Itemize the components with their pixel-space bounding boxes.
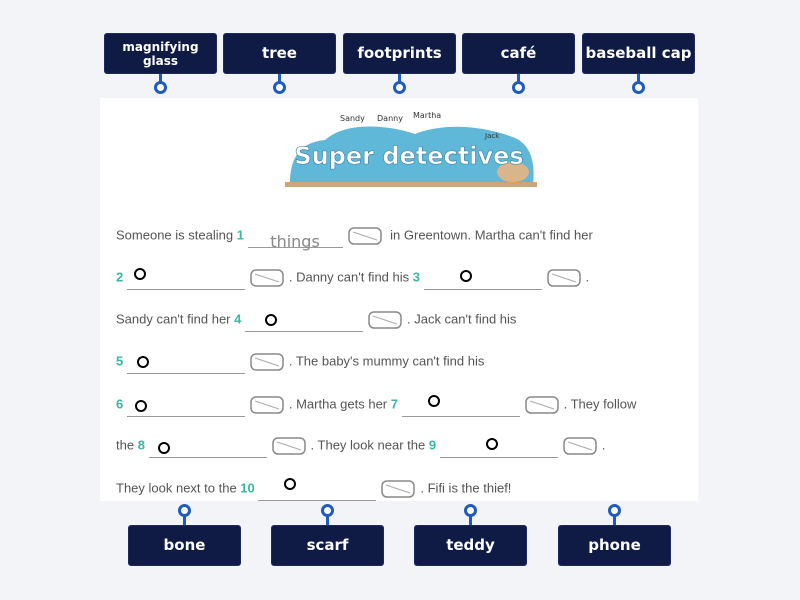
example-answer: things (270, 232, 320, 251)
drag-handle[interactable] (393, 81, 406, 94)
drag-handle[interactable] (273, 81, 286, 94)
svg-text:Martha: Martha (413, 112, 442, 120)
super-detectives-banner (285, 112, 537, 188)
clipart-icon (247, 266, 287, 290)
answer-tile[interactable] (223, 33, 336, 74)
drop-target[interactable] (158, 442, 170, 454)
tile-label: scarf (306, 536, 349, 554)
clipart-icon (247, 350, 287, 374)
drag-handle[interactable] (178, 504, 191, 517)
answer-tile[interactable] (271, 525, 384, 566)
answer-tile[interactable] (128, 525, 241, 566)
drop-target[interactable] (428, 395, 440, 407)
drop-target[interactable] (137, 356, 149, 368)
drop-target[interactable] (486, 438, 498, 450)
drag-handle[interactable] (464, 504, 477, 517)
sentence-line: 6 . Martha gets her 7 . They follow (116, 393, 636, 417)
answer-tile[interactable] (104, 33, 217, 74)
drop-target[interactable] (134, 268, 146, 280)
tile-label: tree (262, 44, 297, 62)
drag-handle[interactable] (512, 81, 525, 94)
sentence-line: the 8 . They look near the 9 . (116, 434, 605, 458)
sentence-line: Sandy can't find her 4 . Jack can't find his (116, 308, 516, 332)
clipart-icon (544, 266, 584, 290)
drop-target[interactable] (284, 478, 296, 490)
answer-tile[interactable] (462, 33, 575, 74)
drop-target[interactable] (265, 314, 277, 326)
svg-text:Sandy: Sandy (340, 114, 365, 123)
drop-target[interactable] (135, 400, 147, 412)
clipart-icon (269, 434, 309, 458)
answer-tile[interactable] (414, 525, 527, 566)
clipart-icon (345, 224, 385, 248)
drop-target[interactable] (460, 270, 472, 282)
tile-label: café (500, 44, 537, 62)
svg-text:Super detectives: Super detectives (294, 142, 524, 170)
answer-tile[interactable] (582, 33, 695, 74)
svg-text:Danny: Danny (377, 114, 403, 123)
svg-text:Jack: Jack (485, 132, 500, 140)
drag-handle[interactable] (632, 81, 645, 94)
tile-label: magnifying glass (122, 39, 199, 68)
clipart-icon (247, 393, 287, 417)
drag-handle[interactable] (154, 81, 167, 94)
tile-label: footprints (357, 44, 442, 62)
tile-label: bone (163, 536, 206, 554)
tile-label: phone (588, 536, 641, 554)
drag-handle[interactable] (608, 504, 621, 517)
clipart-icon (522, 393, 562, 417)
answer-tile[interactable] (343, 33, 456, 74)
tile-label: teddy (446, 536, 495, 554)
answer-tile[interactable] (558, 525, 671, 566)
clipart-icon (365, 308, 405, 332)
tile-label: baseball cap (585, 44, 692, 62)
clipart-icon (378, 477, 418, 501)
sentence-line: 5 . The baby's mummy can't find his (116, 350, 484, 374)
worksheet-image (100, 98, 698, 501)
sentence-line: 2 . Danny can't find his 3 . (116, 266, 589, 290)
drag-handle[interactable] (321, 504, 334, 517)
sentence-line: Someone is stealing 1 things in Greentown. Martha can't find her (116, 224, 593, 248)
sentence-line: They look next to the 10 . Fifi is the thief! (116, 477, 511, 501)
clipart-icon (560, 434, 600, 458)
